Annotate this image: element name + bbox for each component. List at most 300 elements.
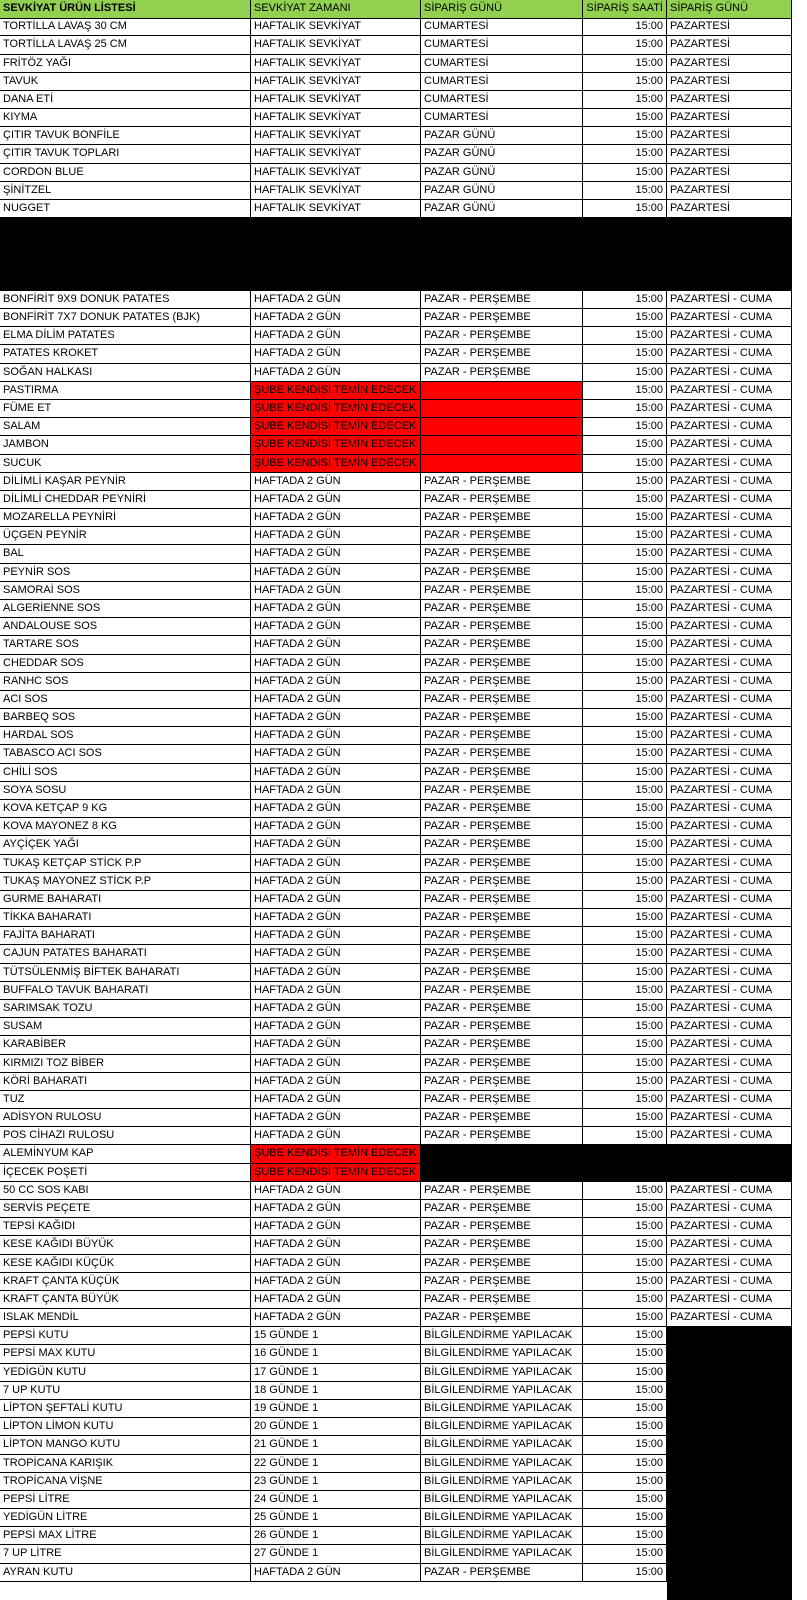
cell-order-time[interactable]: 15:00 xyxy=(583,436,667,455)
cell-product[interactable]: SUSAM xyxy=(0,1018,251,1036)
cell-order-day[interactable]: BİLGİLENDİRME YAPILACAK xyxy=(421,1436,583,1455)
cell-product[interactable]: SARIMSAK TOZU xyxy=(0,1000,251,1018)
cell-order-day-2[interactable]: PAZARTESİ - CUMA xyxy=(667,327,792,345)
cell-order-day[interactable]: PAZAR - PERŞEMBE xyxy=(421,764,583,782)
cell-order-time[interactable]: 15:00 xyxy=(583,418,667,436)
cell-order-day[interactable]: PAZAR - PERŞEMBE xyxy=(421,291,583,309)
cell-order-day[interactable]: PAZAR - PERŞEMBE xyxy=(421,1273,583,1291)
cell-product[interactable]: TUZ xyxy=(0,1091,251,1109)
cell-order-time[interactable]: 15:00 xyxy=(583,327,667,345)
cell-order-day-2[interactable]: PAZARTESİ - CUMA xyxy=(667,400,792,418)
cell-order-time[interactable]: 15:00 xyxy=(583,927,667,945)
cell-order-day[interactable]: PAZAR - PERŞEMBE xyxy=(421,636,583,655)
cell-order-day-2[interactable]: PAZARTESİ - CUMA xyxy=(667,1309,792,1327)
cell-product[interactable]: TORTİLLA LAVAŞ 25 CM xyxy=(0,36,251,55)
cell-order-day[interactable]: PAZAR - PERŞEMBE xyxy=(421,1109,583,1127)
cell-product[interactable]: PEPSİ LİTRE xyxy=(0,1491,251,1509)
cell-order-day-2[interactable]: PAZARTESİ - CUMA xyxy=(667,600,792,618)
cell-order-day-2[interactable]: PAZARTESİ - CUMA xyxy=(667,618,792,636)
cell-order-day[interactable]: PAZAR - PERŞEMBE xyxy=(421,1073,583,1091)
cell-order-day[interactable]: PAZAR - PERŞEMBE xyxy=(421,618,583,636)
cell-order-day[interactable] xyxy=(421,382,583,400)
cell-order-day[interactable]: PAZAR - PERŞEMBE xyxy=(421,564,583,582)
cell-shipment[interactable]: HAFTALIK SEVKİYAT xyxy=(251,145,421,164)
cell-product[interactable]: RANHC SOS xyxy=(0,673,251,691)
cell-order-day-2[interactable]: PAZARTESİ - CUMA xyxy=(667,1236,792,1255)
cell-order-time[interactable]: 15:00 xyxy=(583,564,667,582)
cell-order-time[interactable]: 15:00 xyxy=(583,1291,667,1309)
cell-order-day[interactable]: PAZAR - PERŞEMBE xyxy=(421,1127,583,1145)
cell-order-day[interactable]: CUMARTESİ xyxy=(421,36,583,55)
cell-order-day[interactable] xyxy=(421,418,583,436)
cell-product[interactable]: KIRMIZI TOZ BİBER xyxy=(0,1055,251,1073)
cell-order-day[interactable]: PAZAR - PERŞEMBE xyxy=(421,800,583,818)
cell-order-time[interactable]: 15:00 xyxy=(583,600,667,618)
cell-shipment[interactable]: 25 GÜNDE 1 xyxy=(251,1509,421,1527)
cell-order-time[interactable]: 15:00 xyxy=(583,91,667,109)
cell-product[interactable]: PEPSİ MAX LİTRE xyxy=(0,1527,251,1545)
cell-order-day[interactable]: PAZAR - PERŞEMBE xyxy=(421,491,583,509)
cell-order-day-2[interactable]: PAZARTESİ - CUMA xyxy=(667,491,792,509)
cell-shipment[interactable]: ŞUBE KENDİSİ TEMİN EDECEK xyxy=(251,436,421,455)
cell-order-day-2[interactable]: PAZARTESİ - CUMA xyxy=(667,727,792,745)
cell-shipment[interactable]: HAFTADA 2 GÜN xyxy=(251,1091,421,1109)
cell-order-time[interactable]: 15:00 xyxy=(583,818,667,836)
cell-product[interactable]: YEDİGÜN LİTRE xyxy=(0,1509,251,1527)
cell-shipment[interactable]: HAFTALIK SEVKİYAT xyxy=(251,127,421,145)
cell-order-day-2[interactable]: PAZARTESİ - CUMA xyxy=(667,1200,792,1218)
cell-order-day-2[interactable]: PAZARTESİ - CUMA xyxy=(667,909,792,927)
cell-order-day[interactable]: PAZAR - PERŞEMBE xyxy=(421,582,583,600)
cell-order-time[interactable]: 15:00 xyxy=(583,1236,667,1255)
cell-order-day-2[interactable]: PAZARTESİ xyxy=(667,73,792,91)
cell-order-day-2[interactable]: PAZARTESİ - CUMA xyxy=(667,1036,792,1055)
cell-shipment[interactable]: HAFTADA 2 GÜN xyxy=(251,745,421,764)
cell-order-day-2[interactable]: PAZARTESİ xyxy=(667,127,792,145)
cell-product[interactable]: KOVA MAYONEZ 8 KG xyxy=(0,818,251,836)
cell-order-time[interactable]: 15:00 xyxy=(583,545,667,564)
cell-shipment[interactable]: HAFTADA 2 GÜN xyxy=(251,709,421,727)
cell-shipment[interactable]: HAFTADA 2 GÜN xyxy=(251,1036,421,1055)
cell-order-time[interactable]: 15:00 xyxy=(583,145,667,164)
cell-order-time[interactable]: 15:00 xyxy=(583,618,667,636)
cell-order-day[interactable]: PAZAR - PERŞEMBE xyxy=(421,345,583,364)
cell-order-day[interactable]: PAZAR - PERŞEMBE xyxy=(421,309,583,327)
cell-shipment[interactable]: HAFTADA 2 GÜN xyxy=(251,727,421,745)
cell-shipment[interactable]: HAFTALIK SEVKİYAT xyxy=(251,55,421,73)
cell-order-time[interactable]: 15:00 xyxy=(583,1418,667,1436)
cell-product[interactable]: 7 UP LİTRE xyxy=(0,1545,251,1564)
cell-order-time[interactable]: 15:00 xyxy=(583,1509,667,1527)
cell-shipment[interactable]: HAFTADA 2 GÜN xyxy=(251,1236,421,1255)
cell-product[interactable]: LİPTON LİMON KUTU xyxy=(0,1418,251,1436)
cell-product[interactable]: KRAFT ÇANTA KÜÇÜK xyxy=(0,1273,251,1291)
cell-shipment[interactable]: HAFTADA 2 GÜN xyxy=(251,673,421,691)
header-order-time[interactable]: SİPARİŞ SAATİ xyxy=(583,0,667,19)
cell-product[interactable]: PEPSİ MAX KUTU xyxy=(0,1345,251,1364)
cell-shipment[interactable]: HAFTADA 2 GÜN xyxy=(251,836,421,855)
cell-product[interactable]: SOYA SOSU xyxy=(0,782,251,800)
cell-product[interactable]: TORTİLLA LAVAŞ 30 CM xyxy=(0,18,251,36)
cell-product[interactable]: NUGGET xyxy=(0,200,251,218)
cell-order-day-2[interactable]: PAZARTESİ - CUMA xyxy=(667,764,792,782)
cell-shipment[interactable]: HAFTADA 2 GÜN xyxy=(251,873,421,891)
cell-order-time[interactable]: 15:00 xyxy=(583,1200,667,1218)
cell-order-day[interactable]: BİLGİLENDİRME YAPILACAK xyxy=(421,1327,583,1345)
cell-order-time[interactable]: 15:00 xyxy=(583,636,667,655)
cell-order-day[interactable]: PAZAR - PERŞEMBE xyxy=(421,1091,583,1109)
cell-product[interactable]: BAL xyxy=(0,545,251,564)
cell-product[interactable]: TAVUK xyxy=(0,73,251,91)
cell-order-day[interactable]: BİLGİLENDİRME YAPILACAK xyxy=(421,1382,583,1400)
cell-product[interactable]: YEDİGÜN KUTU xyxy=(0,1364,251,1382)
cell-shipment[interactable]: HAFTADA 2 GÜN xyxy=(251,891,421,909)
cell-order-time[interactable]: 15:00 xyxy=(583,909,667,927)
cell-order-day[interactable]: CUMARTESİ xyxy=(421,91,583,109)
cell-shipment[interactable]: HAFTADA 2 GÜN xyxy=(251,345,421,364)
cell-order-day[interactable]: PAZAR - PERŞEMBE xyxy=(421,691,583,709)
cell-product[interactable]: GURME BAHARATI xyxy=(0,891,251,909)
cell-shipment[interactable]: HAFTADA 2 GÜN xyxy=(251,1073,421,1091)
cell-order-day-2[interactable]: PAZARTESİ - CUMA xyxy=(667,527,792,545)
cell-order-day-2[interactable]: PAZARTESİ - CUMA xyxy=(667,1109,792,1127)
cell-order-time[interactable]: 15:00 xyxy=(583,1127,667,1145)
cell-order-day-2[interactable]: PAZARTESİ - CUMA xyxy=(667,655,792,673)
cell-order-day-2[interactable]: PAZARTESİ - CUMA xyxy=(667,1182,792,1200)
cell-product[interactable]: TEPSİ KAĞIDI xyxy=(0,1218,251,1236)
cell-product[interactable]: SALAM xyxy=(0,418,251,436)
cell-product[interactable]: JAMBON xyxy=(0,436,251,455)
cell-order-day-2[interactable]: PAZARTESİ - CUMA xyxy=(667,945,792,964)
cell-product[interactable]: KESE KAĞIDI BÜYÜK xyxy=(0,1236,251,1255)
cell-shipment[interactable]: HAFTALIK SEVKİYAT xyxy=(251,36,421,55)
cell-product[interactable]: CORDON BLUE xyxy=(0,164,251,182)
cell-order-day-2[interactable]: PAZARTESİ - CUMA xyxy=(667,836,792,855)
cell-product[interactable]: FRİTÖZ YAĞI xyxy=(0,55,251,73)
cell-shipment[interactable]: 15 GÜNDE 1 xyxy=(251,1327,421,1345)
header-order-day-2[interactable]: SİPARİŞ GÜNÜ xyxy=(667,0,792,19)
cell-product[interactable]: ÜÇGEN PEYNİR xyxy=(0,527,251,545)
cell-order-time[interactable]: 15:00 xyxy=(583,891,667,909)
cell-order-day-2[interactable]: PAZARTESİ - CUMA xyxy=(667,1218,792,1236)
cell-order-day[interactable]: PAZAR - PERŞEMBE xyxy=(421,964,583,982)
cell-product[interactable]: LİPTON MANGO KUTU xyxy=(0,1436,251,1455)
cell-order-day-2[interactable]: PAZARTESİ - CUMA xyxy=(667,1127,792,1145)
cell-shipment[interactable]: HAFTADA 2 GÜN xyxy=(251,909,421,927)
cell-order-time[interactable]: 15:00 xyxy=(583,455,667,473)
cell-order-day[interactable]: PAZAR - PERŞEMBE xyxy=(421,927,583,945)
cell-order-day-2[interactable]: PAZARTESİ - CUMA xyxy=(667,818,792,836)
cell-order-day[interactable]: BİLGİLENDİRME YAPILACAK xyxy=(421,1527,583,1545)
cell-shipment[interactable]: 16 GÜNDE 1 xyxy=(251,1345,421,1364)
cell-order-time[interactable]: 15:00 xyxy=(583,709,667,727)
cell-shipment[interactable]: HAFTADA 2 GÜN xyxy=(251,800,421,818)
cell-order-day-2[interactable]: PAZARTESİ xyxy=(667,109,792,127)
cell-order-day-2[interactable]: PAZARTESİ - CUMA xyxy=(667,582,792,600)
cell-order-day-2[interactable]: PAZARTESİ - CUMA xyxy=(667,891,792,909)
cell-order-time[interactable]: 15:00 xyxy=(583,382,667,400)
cell-order-day[interactable]: PAZAR - PERŞEMBE xyxy=(421,473,583,491)
cell-order-day[interactable]: BİLGİLENDİRME YAPILACAK xyxy=(421,1509,583,1527)
cell-order-day-2[interactable]: PAZARTESİ - CUMA xyxy=(667,1073,792,1091)
cell-shipment[interactable]: HAFTADA 2 GÜN xyxy=(251,473,421,491)
cell-order-day[interactable]: PAZAR GÜNÜ xyxy=(421,127,583,145)
cell-order-time[interactable]: 15:00 xyxy=(583,1491,667,1509)
cell-order-day-2[interactable]: PAZARTESİ - CUMA xyxy=(667,1091,792,1109)
cell-product[interactable]: KÖRİ BAHARATI xyxy=(0,1073,251,1091)
cell-order-time[interactable]: 15:00 xyxy=(583,200,667,218)
cell-order-day[interactable]: PAZAR - PERŞEMBE xyxy=(421,364,583,382)
cell-product[interactable]: PEPSİ KUTU xyxy=(0,1327,251,1345)
cell-product[interactable]: TROPİCANA VİŞNE xyxy=(0,1473,251,1491)
cell-order-day-2[interactable]: PAZARTESİ xyxy=(667,182,792,200)
cell-order-day[interactable]: PAZAR - PERŞEMBE xyxy=(421,745,583,764)
cell-order-day-2[interactable]: PAZARTESİ xyxy=(667,55,792,73)
cell-shipment[interactable]: HAFTADA 2 GÜN xyxy=(251,1273,421,1291)
cell-order-time[interactable]: 15:00 xyxy=(583,1018,667,1036)
cell-shipment[interactable]: ŞUBE KENDİSİ TEMİN EDECEK xyxy=(251,400,421,418)
cell-product[interactable]: ŞİNİTZEL xyxy=(0,182,251,200)
cell-order-day-2[interactable]: PAZARTESİ xyxy=(667,36,792,55)
cell-shipment[interactable]: HAFTADA 2 GÜN xyxy=(251,564,421,582)
cell-order-time[interactable]: 15:00 xyxy=(583,291,667,309)
header-order-day[interactable]: SİPARİŞ GÜNÜ xyxy=(421,0,583,19)
cell-shipment[interactable]: HAFTADA 2 GÜN xyxy=(251,927,421,945)
cell-order-time[interactable]: 15:00 xyxy=(583,691,667,709)
cell-order-day-2[interactable]: PAZARTESİ - CUMA xyxy=(667,873,792,891)
cell-order-day[interactable]: PAZAR - PERŞEMBE xyxy=(421,836,583,855)
cell-order-day-2[interactable]: PAZARTESİ - CUMA xyxy=(667,345,792,364)
cell-product[interactable]: SOĞAN HALKASI xyxy=(0,364,251,382)
cell-order-time[interactable]: 15:00 xyxy=(583,164,667,182)
cell-product[interactable]: ÇITIR TAVUK TOPLARI xyxy=(0,145,251,164)
cell-shipment[interactable]: HAFTADA 2 GÜN xyxy=(251,855,421,873)
cell-shipment[interactable]: HAFTADA 2 GÜN xyxy=(251,582,421,600)
cell-shipment[interactable]: ŞUBE KENDİSİ TEMİN EDECEK xyxy=(251,382,421,400)
cell-order-day[interactable]: BİLGİLENDİRME YAPILACAK xyxy=(421,1364,583,1382)
cell-shipment[interactable]: HAFTALIK SEVKİYAT xyxy=(251,73,421,91)
cell-order-day[interactable]: PAZAR - PERŞEMBE xyxy=(421,945,583,964)
cell-product[interactable]: TİKKA BAHARATI xyxy=(0,909,251,927)
cell-shipment[interactable]: 20 GÜNDE 1 xyxy=(251,1418,421,1436)
cell-order-time[interactable]: 15:00 xyxy=(583,1400,667,1418)
cell-product[interactable]: POS CİHAZI RULOSU xyxy=(0,1127,251,1145)
cell-order-day[interactable]: BİLGİLENDİRME YAPILACAK xyxy=(421,1545,583,1564)
cell-shipment[interactable]: HAFTALIK SEVKİYAT xyxy=(251,91,421,109)
cell-order-time[interactable]: 15:00 xyxy=(583,873,667,891)
cell-order-day-2[interactable]: PAZARTESİ - CUMA xyxy=(667,473,792,491)
cell-shipment[interactable]: HAFTADA 2 GÜN xyxy=(251,1309,421,1327)
cell-product[interactable]: TUKAŞ MAYONEZ STİCK P.P xyxy=(0,873,251,891)
cell-order-day[interactable]: BİLGİLENDİRME YAPILACAK xyxy=(421,1345,583,1364)
cell-order-time[interactable]: 15:00 xyxy=(583,1436,667,1455)
cell-order-day-2[interactable]: PAZARTESİ - CUMA xyxy=(667,509,792,527)
cell-shipment[interactable]: 24 GÜNDE 1 xyxy=(251,1491,421,1509)
cell-product[interactable]: KESE KAĞIDI KÜÇÜK xyxy=(0,1255,251,1273)
cell-order-time[interactable]: 15:00 xyxy=(583,782,667,800)
cell-order-time[interactable]: 15:00 xyxy=(583,800,667,818)
cell-order-time[interactable]: 15:00 xyxy=(583,1218,667,1236)
cell-order-time[interactable]: 15:00 xyxy=(583,836,667,855)
cell-order-day[interactable]: CUMARTESİ xyxy=(421,55,583,73)
cell-product[interactable]: ISLAK MENDİL xyxy=(0,1309,251,1327)
cell-shipment[interactable]: 23 GÜNDE 1 xyxy=(251,1473,421,1491)
cell-order-time[interactable]: 15:00 xyxy=(583,582,667,600)
cell-product[interactable]: DİLİMLİ KAŞAR PEYNİR xyxy=(0,473,251,491)
cell-order-day[interactable]: BİLGİLENDİRME YAPILACAK xyxy=(421,1455,583,1473)
cell-product[interactable]: PATATES KROKET xyxy=(0,345,251,364)
cell-order-time[interactable]: 15:00 xyxy=(583,1309,667,1327)
cell-order-time[interactable]: 15:00 xyxy=(583,1091,667,1109)
cell-product[interactable]: ÇITIR TAVUK BONFİLE xyxy=(0,127,251,145)
cell-shipment[interactable]: HAFTADA 2 GÜN xyxy=(251,1127,421,1145)
cell-shipment[interactable]: HAFTADA 2 GÜN xyxy=(251,782,421,800)
cell-product[interactable]: FAJİTA BAHARATI xyxy=(0,927,251,945)
cell-order-day[interactable]: PAZAR - PERŞEMBE xyxy=(421,1291,583,1309)
cell-product[interactable]: ELMA DİLİM PATATES xyxy=(0,327,251,345)
cell-product[interactable]: TARTARE SOS xyxy=(0,636,251,655)
cell-shipment[interactable]: HAFTADA 2 GÜN xyxy=(251,1200,421,1218)
cell-shipment[interactable]: 27 GÜNDE 1 xyxy=(251,1545,421,1564)
header-shipment[interactable]: SEVKİYAT ZAMANI xyxy=(251,0,421,19)
cell-shipment[interactable]: ŞUBE KENDİSİ TEMİN EDECEK xyxy=(251,1164,421,1182)
cell-order-time[interactable]: 15:00 xyxy=(583,400,667,418)
cell-shipment[interactable]: HAFTADA 2 GÜN xyxy=(251,655,421,673)
cell-order-time[interactable]: 15:00 xyxy=(583,1073,667,1091)
cell-shipment[interactable]: HAFTADA 2 GÜN xyxy=(251,818,421,836)
cell-order-day[interactable]: PAZAR - PERŞEMBE xyxy=(421,327,583,345)
cell-order-time[interactable]: 15:00 xyxy=(583,1255,667,1273)
cell-product[interactable]: CHEDDAR SOS xyxy=(0,655,251,673)
cell-order-time[interactable]: 15:00 xyxy=(583,1545,667,1564)
cell-order-time[interactable]: 15:00 xyxy=(583,1364,667,1382)
cell-order-time[interactable]: 15:00 xyxy=(583,1036,667,1055)
cell-order-day[interactable]: PAZAR - PERŞEMBE xyxy=(421,1255,583,1273)
cell-product[interactable]: ALEMİNYUM KAP xyxy=(0,1145,251,1164)
cell-order-time[interactable]: 15:00 xyxy=(583,1382,667,1400)
cell-shipment[interactable]: HAFTADA 2 GÜN xyxy=(251,691,421,709)
cell-order-day[interactable]: BİLGİLENDİRME YAPILACAK xyxy=(421,1473,583,1491)
cell-order-day[interactable]: PAZAR - PERŞEMBE xyxy=(421,527,583,545)
cell-product[interactable]: TROPİCANA KARIŞIK xyxy=(0,1455,251,1473)
cell-product[interactable]: MOZARELLA PEYNİRİ xyxy=(0,509,251,527)
cell-product[interactable]: AYRAN KUTU xyxy=(0,1564,251,1582)
cell-product[interactable]: İÇECEK POŞETİ xyxy=(0,1164,251,1182)
cell-order-day-2[interactable]: PAZARTESİ xyxy=(667,18,792,36)
cell-shipment[interactable]: 21 GÜNDE 1 xyxy=(251,1436,421,1455)
cell-shipment[interactable]: HAFTADA 2 GÜN xyxy=(251,509,421,527)
cell-shipment[interactable]: HAFTADA 2 GÜN xyxy=(251,1109,421,1127)
cell-product[interactable]: BUFFALO TAVUK BAHARATI xyxy=(0,982,251,1000)
cell-order-time[interactable]: 15:00 xyxy=(583,727,667,745)
cell-order-day[interactable]: PAZAR - PERŞEMBE xyxy=(421,1309,583,1327)
cell-shipment[interactable]: 18 GÜNDE 1 xyxy=(251,1382,421,1400)
cell-order-day-2[interactable]: PAZARTESİ - CUMA xyxy=(667,964,792,982)
cell-shipment[interactable]: HAFTADA 2 GÜN xyxy=(251,527,421,545)
cell-order-day[interactable]: CUMARTESİ xyxy=(421,109,583,127)
cell-order-day[interactable]: PAZAR - PERŞEMBE xyxy=(421,600,583,618)
cell-order-time[interactable]: 15:00 xyxy=(583,309,667,327)
cell-shipment[interactable]: HAFTADA 2 GÜN xyxy=(251,1291,421,1309)
cell-order-day[interactable]: PAZAR - PERŞEMBE xyxy=(421,1000,583,1018)
cell-order-time[interactable]: 15:00 xyxy=(583,527,667,545)
cell-order-day-2[interactable]: PAZARTESİ - CUMA xyxy=(667,309,792,327)
cell-order-day[interactable]: BİLGİLENDİRME YAPILACAK xyxy=(421,1418,583,1436)
cell-order-day[interactable]: PAZAR - PERŞEMBE xyxy=(421,1236,583,1255)
cell-order-day-2[interactable]: PAZARTESİ - CUMA xyxy=(667,709,792,727)
cell-product[interactable]: DİLİMLİ CHEDDAR PEYNİRİ xyxy=(0,491,251,509)
cell-shipment[interactable]: HAFTADA 2 GÜN xyxy=(251,982,421,1000)
cell-shipment[interactable]: HAFTADA 2 GÜN xyxy=(251,1000,421,1018)
cell-order-day-2[interactable]: PAZARTESİ - CUMA xyxy=(667,636,792,655)
cell-product[interactable]: KRAFT ÇANTA BÜYÜK xyxy=(0,1291,251,1309)
cell-order-day[interactable]: CUMARTESİ xyxy=(421,73,583,91)
cell-order-day[interactable]: PAZAR - PERŞEMBE xyxy=(421,1564,583,1582)
cell-order-time[interactable]: 15:00 xyxy=(583,1000,667,1018)
cell-order-time[interactable]: 15:00 xyxy=(583,55,667,73)
cell-order-day[interactable]: PAZAR - PERŞEMBE xyxy=(421,1218,583,1236)
cell-order-day-2[interactable]: PAZARTESİ - CUMA xyxy=(667,436,792,455)
cell-order-time[interactable]: 15:00 xyxy=(583,473,667,491)
cell-shipment[interactable]: HAFTADA 2 GÜN xyxy=(251,491,421,509)
cell-order-day[interactable]: PAZAR - PERŞEMBE xyxy=(421,782,583,800)
cell-order-day[interactable]: CUMARTESİ xyxy=(421,18,583,36)
cell-order-time[interactable]: 15:00 xyxy=(583,982,667,1000)
cell-shipment[interactable]: HAFTALIK SEVKİYAT xyxy=(251,109,421,127)
cell-shipment[interactable]: ŞUBE KENDİSİ TEMİN EDECEK xyxy=(251,418,421,436)
cell-order-day[interactable]: PAZAR - PERŞEMBE xyxy=(421,1036,583,1055)
cell-order-time[interactable]: 15:00 xyxy=(583,1327,667,1345)
cell-shipment[interactable]: HAFTALIK SEVKİYAT xyxy=(251,164,421,182)
cell-product[interactable]: TABASCO ACI SOS xyxy=(0,745,251,764)
cell-order-day-2[interactable]: PAZARTESİ - CUMA xyxy=(667,564,792,582)
cell-shipment[interactable]: HAFTADA 2 GÜN xyxy=(251,964,421,982)
cell-product[interactable]: ALGERİENNE SOS xyxy=(0,600,251,618)
cell-order-day-2[interactable]: PAZARTESİ xyxy=(667,145,792,164)
cell-shipment[interactable]: ŞUBE KENDİSİ TEMİN EDECEK xyxy=(251,1145,421,1164)
cell-order-time[interactable]: 15:00 xyxy=(583,673,667,691)
cell-order-day[interactable]: PAZAR - PERŞEMBE xyxy=(421,673,583,691)
cell-order-day-2[interactable]: PAZARTESİ xyxy=(667,91,792,109)
cell-order-time[interactable]: 15:00 xyxy=(583,855,667,873)
cell-product[interactable]: DANA ETİ xyxy=(0,91,251,109)
cell-order-day[interactable]: PAZAR - PERŞEMBE xyxy=(421,545,583,564)
cell-order-day-2[interactable]: PAZARTESİ - CUMA xyxy=(667,1000,792,1018)
cell-order-day[interactable]: PAZAR - PERŞEMBE xyxy=(421,509,583,527)
cell-order-day[interactable]: PAZAR - PERŞEMBE xyxy=(421,982,583,1000)
cell-shipment[interactable]: ŞUBE KENDİSİ TEMİN EDECEK xyxy=(251,455,421,473)
cell-order-time[interactable]: 15:00 xyxy=(583,1473,667,1491)
cell-order-day[interactable]: PAZAR GÜNÜ xyxy=(421,182,583,200)
cell-product[interactable]: SERVİS PEÇETE xyxy=(0,1200,251,1218)
cell-order-time[interactable]: 15:00 xyxy=(583,964,667,982)
cell-shipment[interactable]: HAFTADA 2 GÜN xyxy=(251,1055,421,1073)
cell-order-day[interactable]: PAZAR - PERŞEMBE xyxy=(421,727,583,745)
cell-shipment[interactable]: 19 GÜNDE 1 xyxy=(251,1400,421,1418)
cell-order-day-2[interactable]: PAZARTESİ - CUMA xyxy=(667,1291,792,1309)
cell-shipment[interactable]: HAFTADA 2 GÜN xyxy=(251,291,421,309)
cell-shipment[interactable]: HAFTADA 2 GÜN xyxy=(251,327,421,345)
cell-shipment[interactable]: HAFTADA 2 GÜN xyxy=(251,1564,421,1582)
cell-product[interactable]: LİPTON ŞEFTALİ KUTU xyxy=(0,1400,251,1418)
cell-order-time[interactable]: 15:00 xyxy=(583,509,667,527)
cell-order-day[interactable]: PAZAR - PERŞEMBE xyxy=(421,709,583,727)
cell-order-day[interactable] xyxy=(421,455,583,473)
cell-product[interactable]: BONFİRİT 7X7 DONUK PATATES (BJK) xyxy=(0,309,251,327)
cell-product[interactable]: KOVA KETÇAP 9 KG xyxy=(0,800,251,818)
header-product[interactable]: SEVKİYAT ÜRÜN LİSTESİ xyxy=(0,0,251,19)
cell-order-day-2[interactable]: PAZARTESİ - CUMA xyxy=(667,782,792,800)
